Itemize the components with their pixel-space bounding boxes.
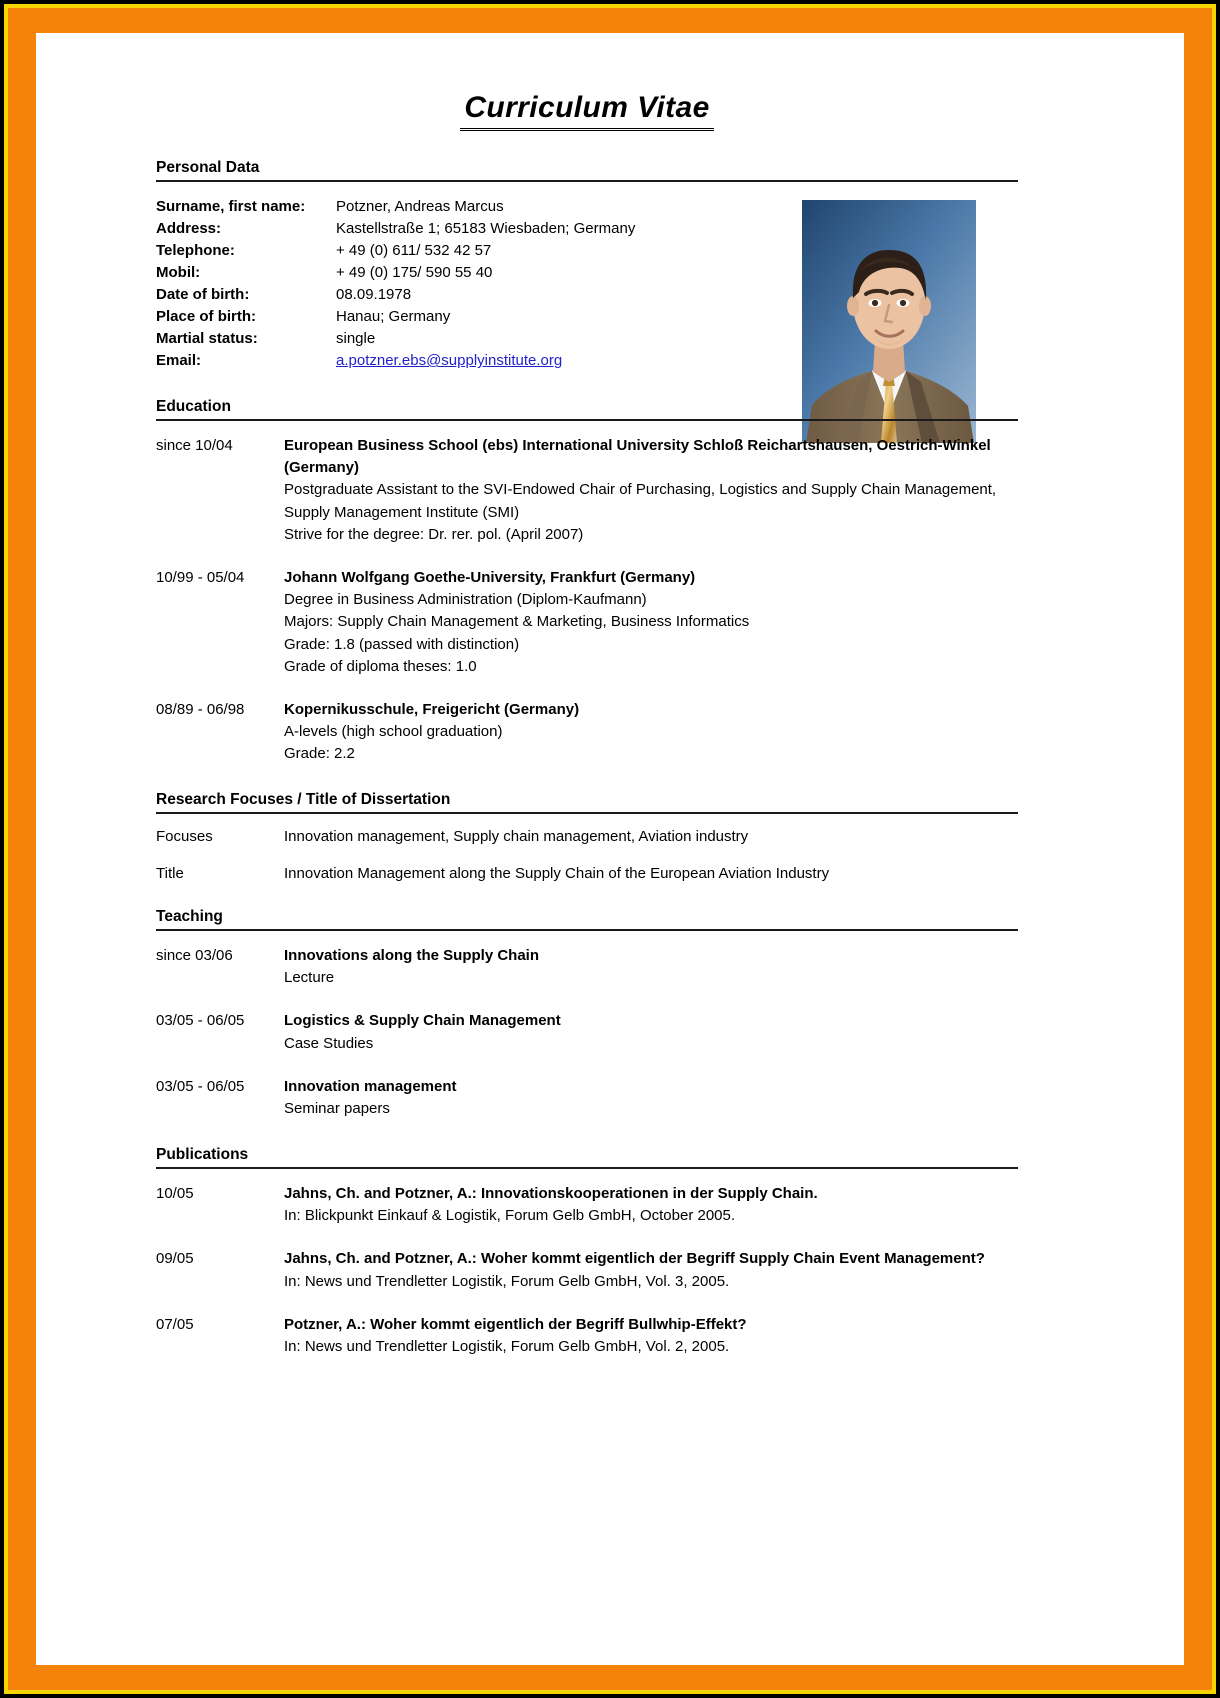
- page-title-text: Curriculum Vitae: [460, 91, 713, 131]
- entry-date: 10/05: [156, 1185, 194, 1202]
- entry-body: [284, 945, 1018, 989]
- list-item: [156, 945, 1018, 989]
- list-item: [156, 435, 1018, 546]
- publication-entries: [156, 1183, 1018, 1358]
- field-value: Hanau; Germany: [336, 308, 451, 326]
- entry-detail-line: Case Studies: [284, 1034, 374, 1052]
- section-publications: [156, 1146, 1018, 1358]
- entry-detail-line: Grade: 2.2: [284, 745, 355, 763]
- table-row: [156, 328, 1018, 350]
- field-label: Surname, first name:: [156, 197, 306, 215]
- email-link[interactable]: a.potzner.ebs@supplyinstitute.org: [336, 352, 563, 370]
- entry-date: 03/05 - 06/05: [156, 1077, 245, 1095]
- entry-body: [284, 1010, 1018, 1054]
- section-heading-publications: Publications: [156, 1146, 1018, 1169]
- entry-title: Logistics & Supply Chain Management: [284, 1012, 561, 1030]
- entry-body: [284, 435, 1018, 546]
- entry-detail-line: Lecture: [284, 969, 335, 987]
- field-value: 08.09.1978: [336, 286, 412, 303]
- entry-title: Kopernikusschule, Freigericht (Germany): [284, 700, 580, 718]
- entry-detail-line: Degree in Business Administration (Diplom-Kaufmann): [284, 591, 647, 609]
- field-label: Title: [156, 865, 184, 883]
- list-item: [156, 699, 1018, 766]
- section-heading-research-focuses: Research Focuses / Title of Dissertation: [156, 791, 1018, 814]
- section-research-focuses: [156, 791, 1018, 882]
- entry-date: since 03/06: [156, 947, 233, 965]
- table-row-email: [156, 350, 1018, 372]
- section-teaching: [156, 908, 1018, 1120]
- entry-date: 09/05: [156, 1250, 194, 1268]
- entry-title: Jahns, Ch. and Potzner, A.: Woher kommt eigentlich der Begriff Supply Chain Event Management?: [284, 1250, 985, 1268]
- entry-detail-line: In: News und Trendletter Logistik, Forum Gelb GmbH, Vol. 3, 2005.: [284, 1272, 730, 1290]
- section-education: [156, 398, 1018, 765]
- research-rows: [156, 828, 1018, 882]
- entry-detail-line: In: News und Trendletter Logistik, Forum Gelb GmbH, Vol. 2, 2005.: [284, 1337, 730, 1355]
- section-personal-data: [156, 159, 1018, 372]
- teaching-entries: [156, 945, 1018, 1120]
- entry-body: [284, 1314, 1018, 1358]
- field-label: Mobil:: [156, 263, 201, 281]
- entry-title: Jahns, Ch. and Potzner, A.: Innovationskooperationen in der Supply Chain.: [284, 1185, 818, 1202]
- list-item: [156, 1183, 1018, 1227]
- field-value: single: [336, 330, 376, 348]
- personal-data-rows: [156, 196, 1018, 372]
- field-label: Martial status:: [156, 330, 258, 348]
- entry-title: Innovation management: [284, 1077, 457, 1095]
- table-row: [156, 218, 1018, 240]
- entry-date: since 10/04: [156, 437, 233, 454]
- entry-detail-line: Majors: Supply Chain Management & Marketing, Business Informatics: [284, 613, 750, 631]
- entry-body: [284, 1248, 1018, 1292]
- table-row: [156, 262, 1018, 284]
- field-label: Date of birth:: [156, 286, 250, 303]
- entry-title: Johann Wolfgang Goethe-University, Frankfurt (Germany): [284, 568, 696, 586]
- field-value: + 49 (0) 611/ 532 42 57: [336, 241, 492, 259]
- entry-title: Innovations along the Supply Chain: [284, 947, 540, 965]
- entry-date: 08/89 - 06/98: [156, 700, 245, 718]
- table-row: [156, 196, 1018, 218]
- entry-body: [284, 567, 1018, 678]
- field-label: Focuses: [156, 828, 213, 846]
- section-heading-teaching: Teaching: [156, 908, 1018, 931]
- entry-date: 07/05: [156, 1315, 194, 1333]
- field-value: + 49 (0) 175/ 590 55 40: [336, 263, 493, 281]
- table-row: [156, 284, 1018, 306]
- table-row: [156, 865, 1018, 882]
- entry-title: Potzner, A.: Woher kommt eigentlich der Begriff Bullwhip-Effekt?: [284, 1315, 747, 1333]
- entry-detail-line: In: Blickpunkt Einkauf & Logistik, Forum Gelb GmbH, October 2005.: [284, 1207, 736, 1225]
- field-label: Place of birth:: [156, 308, 257, 326]
- table-row: [156, 240, 1018, 262]
- entry-date: 03/05 - 06/05: [156, 1012, 245, 1030]
- table-row: [156, 828, 1018, 845]
- entry-detail-line: Seminar papers: [284, 1100, 390, 1117]
- education-entries: [156, 435, 1018, 765]
- list-item: [156, 567, 1018, 678]
- page-title: [156, 91, 1018, 133]
- field-value: Innovation Management along the Supply Chain of the European Aviation Industry: [284, 865, 830, 883]
- list-item: [156, 1248, 1018, 1292]
- entry-detail-line: Strive for the degree: Dr. rer. pol. (April 2007): [284, 525, 584, 543]
- cv-content: [156, 63, 1018, 1362]
- list-item: [156, 1010, 1018, 1054]
- entry-detail-line: A-levels (high school graduation): [284, 723, 503, 741]
- field-label: Address:: [156, 219, 222, 237]
- list-item: [156, 1076, 1018, 1120]
- entry-body: [284, 1076, 1018, 1120]
- entry-title: European Business School (ebs) International University Schloß Reichartshausen, Oestrich-Winkel (Germany): [284, 437, 991, 477]
- entry-detail-line: Grade: 1.8 (passed with distinction): [284, 635, 520, 653]
- entry-detail-line: Grade of diploma theses: 1.0: [284, 657, 477, 675]
- section-heading-personal-data: Personal Data: [156, 159, 1018, 182]
- list-item: [156, 1314, 1018, 1358]
- field-label-email: Email:: [156, 352, 202, 370]
- entry-body: [284, 1183, 1018, 1227]
- section-heading-education: Education: [156, 398, 1018, 421]
- entry-detail-line: Postgraduate Assistant to the SVI-Endowed Chair of Purchasing, Logistics and Supply Chain Management, Supply Management Institute (SMI): [284, 481, 997, 521]
- entry-date: 10/99 - 05/04: [156, 568, 245, 586]
- field-label: Telephone:: [156, 241, 235, 259]
- cv-page: [36, 33, 1184, 1665]
- field-value-email: [336, 350, 562, 372]
- table-row: [156, 306, 1018, 328]
- entry-body: [284, 699, 1018, 766]
- field-value: Potzner, Andreas Marcus: [336, 197, 504, 215]
- field-value: Innovation management, Supply chain management, Aviation industry: [284, 828, 749, 846]
- field-value: Kastellstraße 1; 65183 Wiesbaden; Germany: [336, 219, 636, 237]
